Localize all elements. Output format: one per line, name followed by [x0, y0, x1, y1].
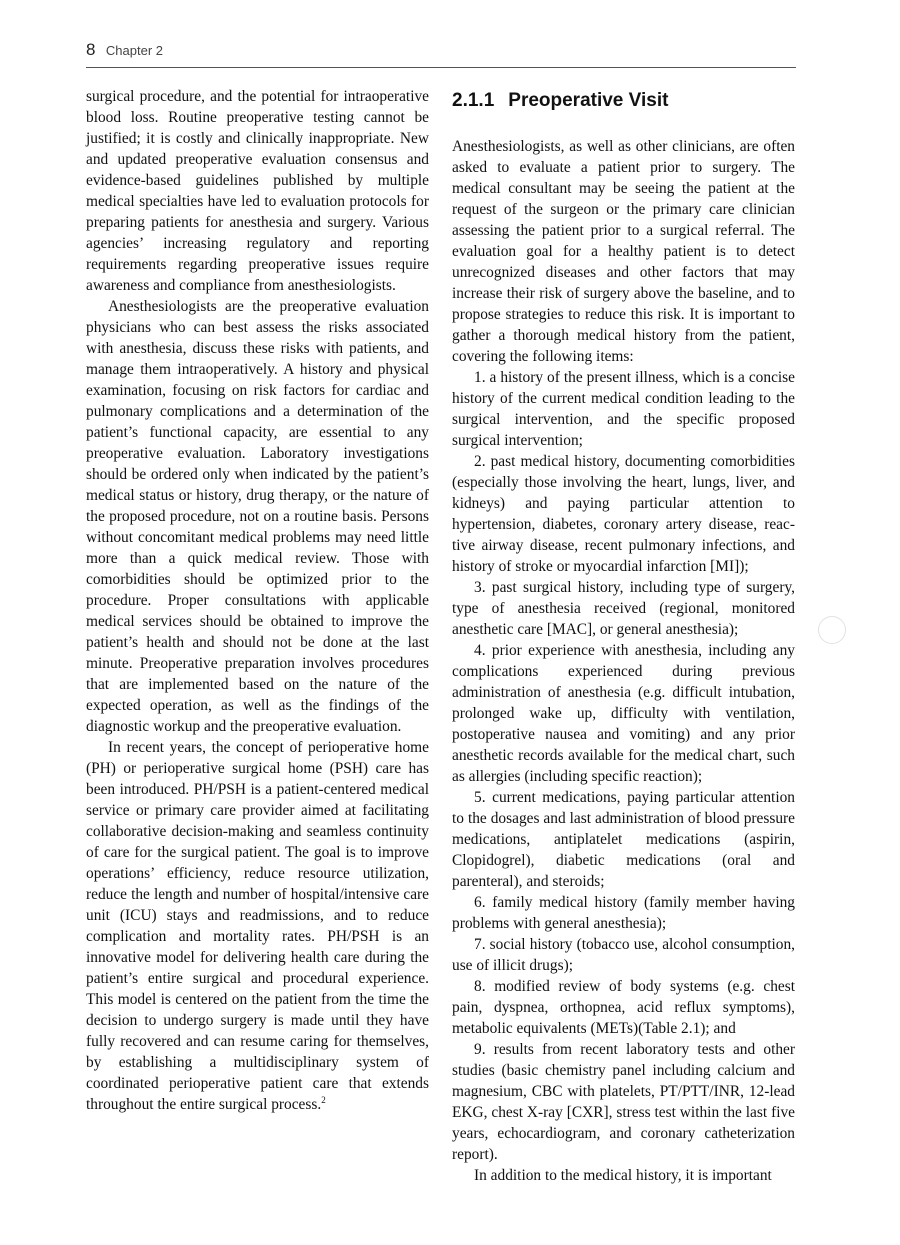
section-number: 2.1.1	[452, 90, 495, 111]
left-paragraph-3-text: In recent years, the concept of perioperative home (PH) or perioperative surgical home (PSH) care has been introduced. PH/PSH is a patient-centered medical service or primary care provider aimed at facilitating collaborative decision-making and seamless continuity of care for the surgical patient. The goal is to improve operations’ efficiency, reduce resource utilization, reduce the length and number of hospital/intensive care unit (ICU) stays and readmissions, and to reduce complication and mortality rates. PH/PSH is an innovative model for delivering health care during the patient’s entire surgical and procedural experience. This model is centered on the patient from the time the decision to undergo surgery is made until they have fully recovered and can resume caring for themselves, by establishing a multidisciplinary system of coordinated perioperative patient care that extends throughout the entire surgical process.	[86, 739, 429, 1113]
left-paragraph-3	[86, 737, 429, 1115]
watermark-stamp	[818, 616, 846, 644]
right-column	[452, 86, 795, 1186]
page-number: 8	[86, 40, 96, 59]
left-paragraph-1: surgical procedure, and the potential for intraoperative blood loss. Routine preoperative testing cannot be justified; it is costly and clinically inappropriate. New and updated preoperative evaluation consensus and evidence-based guidelines published by multiple medical specialties have led to evaluation protocols for preparing patients for anesthesia and surgery. Various agencies’ increasing regulatory and reporting requirements regarding preoperative issues require awareness and compliance from anesthesiologists.	[86, 88, 429, 294]
closing-paragraph: In addition to the medical history, it is important	[474, 1167, 772, 1184]
list-item: 3. past surgical history, including type of surgery, type of anesthesia received (regional, monitored anesthetic care [MAC], or general anesthesia);	[452, 579, 795, 638]
list-item: 9. results from recent laboratory tests and other studies (basic chemistry panel including calcium and magnesium, CBC with platelets, PT/PTT/INR, 12-lead EKG, chest X-ray [CXR], stress test within the last five years, echocardiogram, and coronary catheterization report).	[452, 1041, 795, 1163]
section-heading	[452, 86, 795, 116]
left-column	[86, 86, 429, 1115]
list-item: 7. social history (tobacco use, alcohol consumption, use of illicit drugs);	[452, 936, 795, 974]
footnote-reference: 2	[321, 1094, 326, 1105]
section-title: Preoperative Visit	[508, 90, 669, 111]
list-item: 2. past medical history, documenting comorbidities (especially those involving the heart, lungs, liver, and kidneys) and paying particular attention to hypertension, diabetes, coronary artery disease, reactive airway disease, recent pulmonary infections, and history of stroke or myocardial infarction [MI]);	[452, 453, 795, 575]
list-item: 1. a history of the present illness, which is a concise history of the current medical condition leading to the surgical intervention, and the specific proposed surgical intervention;	[452, 369, 795, 449]
list-item: 8. modified review of body systems (e.g. chest pain, dyspnea, orthopnea, acid reflux symptoms), metabolic equivalents (METs)(Table 2.1); and	[452, 978, 795, 1037]
chapter-label: Chapter 2	[105, 43, 164, 58]
list-item: 6. family medical history (family member having problems with general anesthesia);	[452, 894, 795, 932]
running-header	[86, 40, 796, 60]
list-item: 4. prior experience with anesthesia, including any complications experienced during previous administration of anesthesia (e.g. difficult intubation, prolonged wake up, difficulty with ventilation, postoperative nausea and vomiting) and any prior anesthetic records available for the medical chart, such as allergies (including specific reaction);	[452, 642, 795, 785]
header-rule	[86, 67, 796, 68]
left-paragraph-2: Anesthesiologists are the preoperative evaluation physicians who can best assess the risks associated with anesthesia, discuss these risks with patients, and manage them intraoperatively. A history and physical examination, focusing on risk factors for cardiac and pulmonary complications and a determination of the patient’s functional capacity, are essential to any preoperative evaluation. Laboratory investigations should be ordered only when indicated by the patient’s medical status or history, drug therapy, or the nature of the proposed procedure, not on a routine basis. Persons without concomitant medical problems may need little more than a quick medical review. Those with comorbidities should be optimized prior to the procedure. Proper consultations with applicable medical services should be obtained to improve the patient’s health and should not be done at the last minute. Preoperative preparation involves procedures that are implemented based on the nature of the expected operation, as well as the findings of the diagnostic workup and the preoperative evaluation.	[86, 298, 429, 735]
list-item: 5. current medications, paying particular attention to the dosages and last administration of blood pressure medications, antiplatelet medications (aspirin, Clopidogrel), diabetic medications (oral and parenteral), and steroids;	[452, 789, 795, 890]
section-intro: Anesthesiologists, as well as other clinicians, are often asked to evaluate a patient prior to surgery. The medical consultant may be seeing the patient at the request of the surgeon or the primary care clinician assessing the patient prior to a surgical referral. The evaluation goal for a healthy patient is to detect unrecognized diseases and other factors that may increase their risk of surgery above the baseline, and to propose strategies to reduce this risk. It is important to gather a thorough medical history from the patient, covering the following items:	[452, 138, 795, 365]
